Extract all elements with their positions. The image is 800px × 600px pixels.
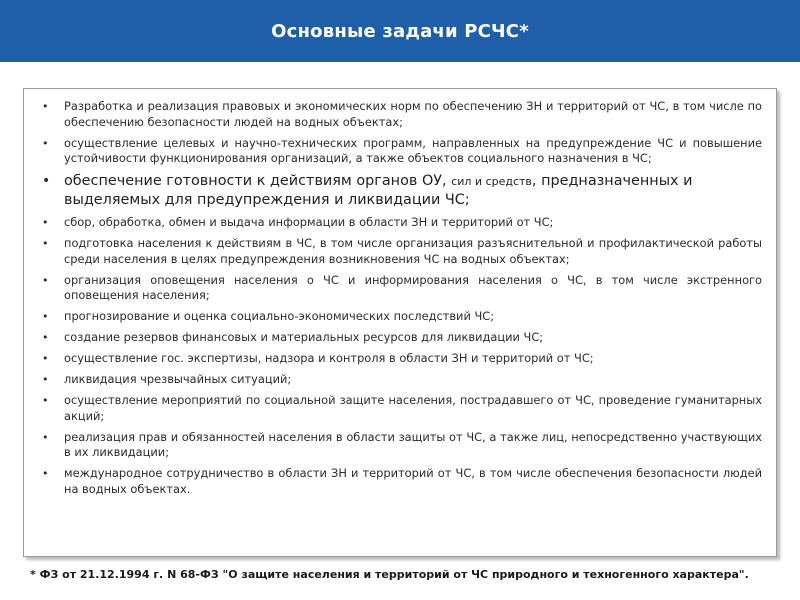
bullet-icon: • bbox=[42, 467, 49, 481]
highlight-text-part2: сил и средств bbox=[451, 175, 532, 189]
list-item bbox=[38, 393, 762, 424]
content-box bbox=[23, 88, 777, 557]
page-title: Основные задачи РСЧС* bbox=[271, 20, 529, 42]
list-item bbox=[38, 273, 762, 304]
bullet-icon: • bbox=[42, 136, 49, 150]
highlight-text-part3: , предназначенных и выделяемых для предупреждения и ликвидации ЧС; bbox=[64, 173, 693, 209]
bullet-icon: • bbox=[42, 352, 49, 366]
list-item bbox=[38, 372, 762, 388]
list-item-text: международное сотрудничество в области ЗН и территорий от ЧС, в том числе обеспечения безопасности людей на водных объектах. bbox=[64, 466, 762, 496]
task-list bbox=[24, 89, 776, 498]
list-item-text: сбор, обработка, обмен и выдача информации в области ЗН и территорий от ЧС; bbox=[64, 215, 554, 230]
bullet-icon: • bbox=[42, 100, 49, 113]
list-item bbox=[38, 215, 762, 231]
list-item-highlighted bbox=[38, 172, 762, 210]
bullet-icon: • bbox=[42, 173, 51, 190]
bullet-icon: • bbox=[42, 373, 49, 387]
bullet-icon: • bbox=[42, 216, 49, 230]
bullet-icon: • bbox=[42, 273, 49, 287]
list-item-text: организация оповещения населения о ЧС и информирования населения о ЧС, в том числе экстренного оповещения населения; bbox=[64, 272, 762, 303]
list-item bbox=[38, 430, 762, 461]
list-item bbox=[38, 99, 762, 130]
list-item bbox=[38, 236, 762, 267]
list-item-text: создание резервов финансовых и материальных ресурсов для ликвидации ЧС; bbox=[64, 330, 544, 345]
bullet-icon: • bbox=[42, 394, 49, 408]
footnote: * ФЗ от 21.12.1994 г. N 68-ФЗ "О защите населения и территорий от ЧС природного и техногенного характера". bbox=[30, 568, 749, 581]
list-item-text: осуществление целевых и научно-технических программ, направленных на предупреждение ЧС и повышение устойчивости функционирования организаций, а также объектов социального назначения в ЧС; bbox=[64, 135, 762, 166]
list-item bbox=[38, 309, 762, 325]
list-item-text: подготовка населения к действиям в ЧС, в том числе организация разъяснительной и профилактической работы среди населения в целях предупреждения возникновения ЧС на водных объектах; bbox=[64, 236, 762, 266]
bullet-icon: • bbox=[42, 237, 49, 251]
list-item bbox=[38, 466, 762, 497]
list-item-text: осуществление гос. экспертизы, надзора и контроля в области ЗН и территорий от ЧС; bbox=[64, 351, 594, 366]
list-item-text: осуществление мероприятий по социальной защите населения, пострадавшего от ЧС, проведение гуманитарных акций; bbox=[64, 393, 762, 423]
title-bar bbox=[0, 0, 800, 62]
bullet-icon: • bbox=[42, 430, 49, 444]
bullet-icon: • bbox=[42, 331, 49, 345]
list-item-text: Разработка и реализация правовых и экономических норм по обеспечению ЗН и территорий от ЧС, в том числе по обеспечению безопасности людей на водных объектах; bbox=[64, 99, 762, 129]
list-item bbox=[38, 351, 762, 367]
list-item bbox=[38, 136, 762, 167]
highlight-text-part1: обеспечение готовности к действиям органов ОУ, bbox=[64, 173, 452, 190]
bullet-icon: • bbox=[42, 310, 49, 324]
list-item bbox=[38, 330, 762, 346]
list-item-text: прогнозирование и оценка социально-экономических последствий ЧС; bbox=[64, 309, 495, 324]
list-item-text: ликвидация чрезвычайных ситуаций; bbox=[64, 372, 292, 387]
list-item-text: реализация прав и обязанностей населения в области защиты от ЧС, а также лиц, непосредственно участвующих в их ликвидации; bbox=[64, 429, 762, 460]
